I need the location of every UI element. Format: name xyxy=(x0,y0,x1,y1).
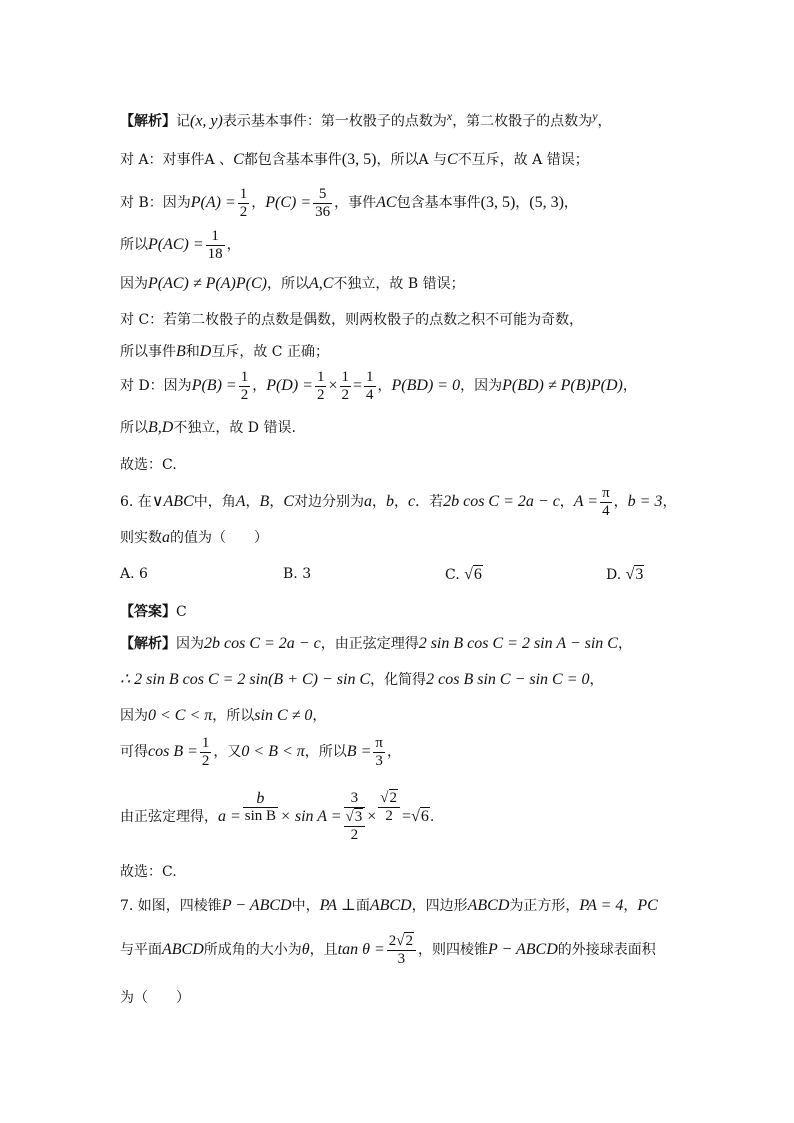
analysis-tag: 【解析】 xyxy=(120,636,176,652)
option-a: A. 6 xyxy=(120,566,148,582)
solution5-case-b: 对 B：因为P(A) = $\frac{1}{2}$ ，P(C) = $\frac{5}{36}$ ，事件AC包含基本事件(3, 5)，(5, 3)， xyxy=(120,185,578,220)
question6-answer-line: 【答案】C xyxy=(120,604,187,620)
question7-stem-line3: 为（ ） xyxy=(120,990,190,1006)
question6-solution-line4: 可得cos B = $\frac{1}{2}$ ，又0 < B < π，所以B = $\frac{\pi}{3}$ ， xyxy=(120,734,401,769)
solution5-p-ac: 所以P(AC) = $\frac{1}{18}$ ， xyxy=(120,227,241,262)
solution5-case-a: 对 A：对事件A 、C都包含基本事件(3, 5)，所以A 与C不互斥，故 A 错误； xyxy=(120,151,589,168)
question6-solution-line2: ∴ 2 sin B cos C = 2 sin(B + C) − sin C，化简得2 cos B sin C − sin C = 0， xyxy=(120,671,604,688)
fraction-half: $\frac{1}{2}$ xyxy=(239,185,248,220)
solution5-intro-line: 【解析】记(x, y)表示基本事件：第一枚骰子的点数为$^x$，第二枚骰子的点数为$^y$， xyxy=(120,109,612,130)
answer-tag: 【答案】 xyxy=(120,604,176,620)
question6-solution-line5: 由正弦定理得，a = $\frac{b}{\text{sin B}}$ × sin A = 3 √3 2 × $\frac{√2}{2}$ =√6. xyxy=(120,789,435,843)
question6-solution-line1: 【解析】因为2b cos C = 2a − c，由正弦定理得2 sin B cos C = 2 sin A − sin C， xyxy=(120,635,632,652)
question6-stem-line1: 6. 在∨ABC中，角A，B，C对边分别为a，b，c．若2b cos C = 2a − c，A = $\frac{\pi}{4}$ ，b = 3， xyxy=(120,484,677,519)
analysis-tag: 【解析】 xyxy=(120,113,176,130)
question7-stem-line2: 与平面ABCD所成角的大小为θ，且tan θ = $\frac{2√2}{3}$ ，则四棱锥P − ABCD的外接球表面积 xyxy=(120,932,656,967)
fraction-5-36: $\frac{5}{36}$ xyxy=(315,185,331,220)
option-d: D. √3 xyxy=(606,566,644,583)
solution5-independence-b: 因为P(AC) ≠ P(A)P(C)，所以A,C不独立，故 B 错误； xyxy=(120,275,465,292)
fraction-1-18: $\frac{1}{18}$ xyxy=(207,227,223,262)
compound-fraction: 3 √3 2 xyxy=(344,790,366,844)
solution5-mutually-exclusive: 所以事件B和D互斥，故 C 正确； xyxy=(120,343,329,360)
solution5-case-d: 对 D：因为P(B) = $\frac{1}{2}$ ，P(D) = $\frac{1}{2}$ × $\frac{1}{2}$ = $\frac{1}{4}$ ，P(BD) = 0，因为P(BD) ≠ P(B)P(D)， xyxy=(120,368,637,403)
solution5-case-c: 对 C：若第二枚骰子的点数是偶数，则两枚骰子的点数之积不可能为奇数， xyxy=(120,312,584,328)
question7-stem-line1: 7. 如图，四棱锥P − ABCD中，PA ⊥面ABCD，四边形ABCD为正方形，PA = 4，PC xyxy=(120,897,658,914)
option-b: B. 3 xyxy=(283,566,312,582)
question6-answer: 故选：C. xyxy=(120,864,177,880)
option-c: C. √6 xyxy=(445,566,482,583)
question6-stem-line2: 则实数a的值为（ ） xyxy=(120,529,268,546)
solution5-independence-d: 所以B,D不独立，故 D 错误. xyxy=(120,419,296,436)
solution5-answer: 故选：C. xyxy=(120,457,177,473)
question6-solution-line3: 因为0 < C < π，所以sin C ≠ 0， xyxy=(120,707,327,724)
